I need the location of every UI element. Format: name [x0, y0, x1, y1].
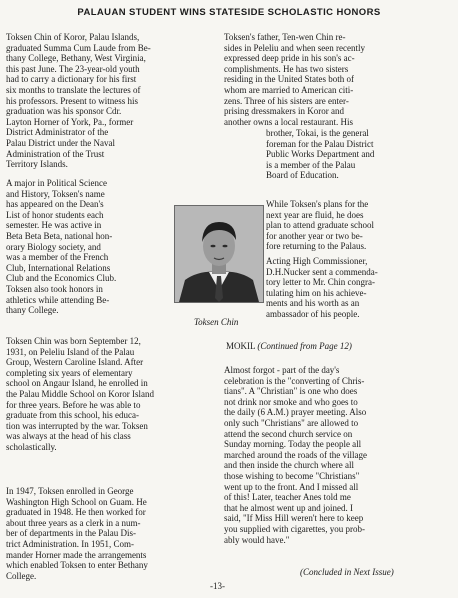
text-line: tulating him on his achieve- — [266, 287, 367, 298]
left-paragraph-4 — [6, 486, 210, 581]
text-line: Board of Education. — [266, 170, 339, 181]
text-line: those wishing to become "Christians" — [224, 470, 360, 481]
text-line: was a member of the French — [6, 252, 109, 263]
text-line: Toksen also took honors in — [6, 283, 103, 294]
text-line: for three years. Before he was able to — [6, 399, 141, 410]
text-line: which enabled Toksen to enter Bethany — [6, 560, 148, 571]
text-line: Palau District under the Naval — [6, 137, 115, 148]
concluded-note: (Concluded in Next Issue) — [300, 567, 394, 577]
text-line: said, "If Miss Hill weren't here to keep — [224, 513, 364, 524]
text-line: Public Works Department and — [266, 149, 375, 160]
text-line: ber of departments in the Palau Dis- — [6, 528, 136, 539]
text-line: whom are married to American citi- — [224, 84, 354, 95]
text-line: Almost forgot - part of the day's — [224, 365, 340, 375]
text-line: graduate from this school, his educa- — [6, 410, 139, 421]
text-line: Sunday morning. Today the people all — [224, 439, 362, 450]
text-line: plan to attend graduate school — [266, 220, 374, 231]
text-line: District Administrator of the — [6, 127, 109, 138]
page-number: -13- — [210, 581, 225, 591]
text-line: completing six years of elementary — [6, 367, 133, 378]
text-line: another owns a local restaurant. His — [224, 116, 353, 127]
right-paragraph-1 — [224, 32, 448, 127]
text-line: Acting High Commissioner, — [266, 256, 368, 266]
text-line: prising dressmakers in Koror and — [224, 106, 344, 117]
text-line: about three years as a clerk in a num- — [6, 517, 141, 528]
text-line: the daily (6 A.M.) prayer meeting. Also — [224, 407, 367, 418]
text-line: tians". A "Christian" is one who does — [224, 386, 358, 397]
text-line: Toksen Chin of Koror, Palau Islands, — [6, 32, 140, 42]
text-line: zens. Three of his sisters are enter- — [224, 95, 349, 106]
text-line: six months to translate the lectures of — [6, 84, 141, 95]
text-line: fore returning to the Palaus. — [266, 241, 367, 252]
mokil-paragraph — [224, 365, 448, 545]
text-line: for another year or two be- — [266, 230, 363, 241]
continued-heading — [226, 341, 352, 351]
text-line: thany College, Bethany, West Virginia, — [6, 53, 146, 64]
right-paragraph-1-continued — [266, 128, 446, 181]
text-line: Layton Horner of York, Pa., former — [6, 116, 134, 127]
text-line: ambassador of his people. — [266, 308, 360, 319]
text-line: attend the second church service on — [224, 428, 353, 439]
text-line: trict Administration. In 1951, Com- — [6, 538, 134, 549]
text-line: brother, Tokai, is the general — [266, 128, 369, 138]
text-line: While Toksen's plans for the — [266, 199, 369, 209]
text-line: celebration is the "converting of Chris- — [224, 375, 365, 386]
text-line: has appeared on the Dean's — [6, 199, 104, 210]
text-line: scholastically. — [6, 441, 57, 452]
text-line: Washington High School on Guam. He — [6, 496, 147, 507]
text-line: graduated in 1948. He then worked for — [6, 507, 146, 518]
text-line: College. — [6, 570, 37, 581]
text-line: tory letter to Mr. Chin congra- — [266, 277, 375, 288]
text-line: Club and the Economics Club. — [6, 273, 117, 284]
text-line: D.H.Nucker sent a commenda- — [266, 266, 378, 277]
left-paragraph-1 — [6, 32, 210, 170]
text-line: orary Biology society, and — [6, 241, 101, 252]
text-line: sides in Peleliu and when seen recently — [224, 42, 365, 53]
text-line: List of honor students each — [6, 209, 104, 220]
portrait-illustration — [175, 206, 263, 302]
text-line: the Palau Middle School on Koror Island — [6, 388, 154, 399]
text-line: and History, Toksen's name — [6, 188, 105, 199]
text-line: next year are fluid, he does — [266, 209, 364, 220]
text-line: semester. He was active in — [6, 220, 102, 231]
left-paragraph-2 — [6, 178, 166, 316]
text-line: was always at the head of his class — [6, 431, 131, 442]
text-line: In 1947, Toksen enrolled in George — [6, 486, 134, 496]
text-line: ments and his worth as an — [266, 298, 360, 309]
text-line: 1931, on Peleliu Island of the Palau — [6, 346, 135, 357]
text-line: thany College. — [6, 305, 59, 316]
text-line: expressed deep pride in his son's ac- — [224, 53, 355, 64]
text-line: complishments. He has two sisters — [224, 63, 349, 74]
text-line: athletics while attending Be- — [6, 294, 110, 305]
text-line: this past June. The 23-year-old youth — [6, 63, 140, 74]
text-line: Territory Islands. — [6, 159, 68, 170]
text-line: Administration of the Trust — [6, 148, 105, 159]
text-line: had to carry a dictionary for his first — [6, 74, 137, 85]
text-line: Toksen Chin was born September 12, — [6, 336, 141, 346]
text-line: Toksen's father, Ten-wen Chin re- — [224, 32, 346, 42]
text-line: A major in Political Science — [6, 178, 107, 188]
text-line: residing in the United States both of — [224, 74, 354, 85]
text-line: Beta Beta Beta, national hon- — [6, 230, 113, 241]
text-line: tion was interrupted by the war. Toksen — [6, 420, 148, 431]
continued-label: MOKIL — [226, 341, 256, 351]
right-paragraph-2 — [266, 199, 446, 252]
text-line: his professors. Present to witness his — [6, 95, 138, 106]
text-line: Club, International Relations — [6, 262, 111, 273]
text-line: is a member of the Palau — [266, 159, 356, 170]
text-line: ably would have." — [224, 534, 290, 545]
photo-caption: Toksen Chin — [194, 317, 239, 327]
text-line: of this! Later, teacher Anes told me — [224, 492, 351, 503]
text-line: and then inside the church where all — [224, 460, 354, 471]
right-paragraph-3 — [266, 256, 446, 320]
page-headline: PALAUAN STUDENT WINS STATESIDE SCHOLASTIC HONORS — [77, 7, 381, 18]
text-line: foreman for the Palau District — [266, 138, 374, 149]
text-line: only such "Christians" are allowed to — [224, 417, 359, 428]
text-line: graduation was his sponsor Cdr. — [6, 106, 122, 117]
portrait-photo — [174, 205, 264, 303]
text-line: mander Horner made the arrangements — [6, 549, 147, 560]
continued-note: (Continued from Page 12) — [257, 341, 352, 351]
text-line: went up to the front. And I missed all — [224, 481, 359, 492]
text-line: not drink nor smoke and who goes to — [224, 396, 358, 407]
text-line: that he almost went up and joined. I — [224, 502, 353, 513]
text-line: Group, Western Caroline Island. After — [6, 357, 144, 368]
text-line: you supplied with cigarettes, you prob- — [224, 523, 365, 534]
text-line: graduated Summa Cum Laude from Be- — [6, 42, 151, 53]
text-line: marched around the roads of the village — [224, 449, 367, 460]
left-paragraph-3 — [6, 336, 210, 453]
text-line: school on Angaur Island, he enrolled in — [6, 378, 148, 389]
